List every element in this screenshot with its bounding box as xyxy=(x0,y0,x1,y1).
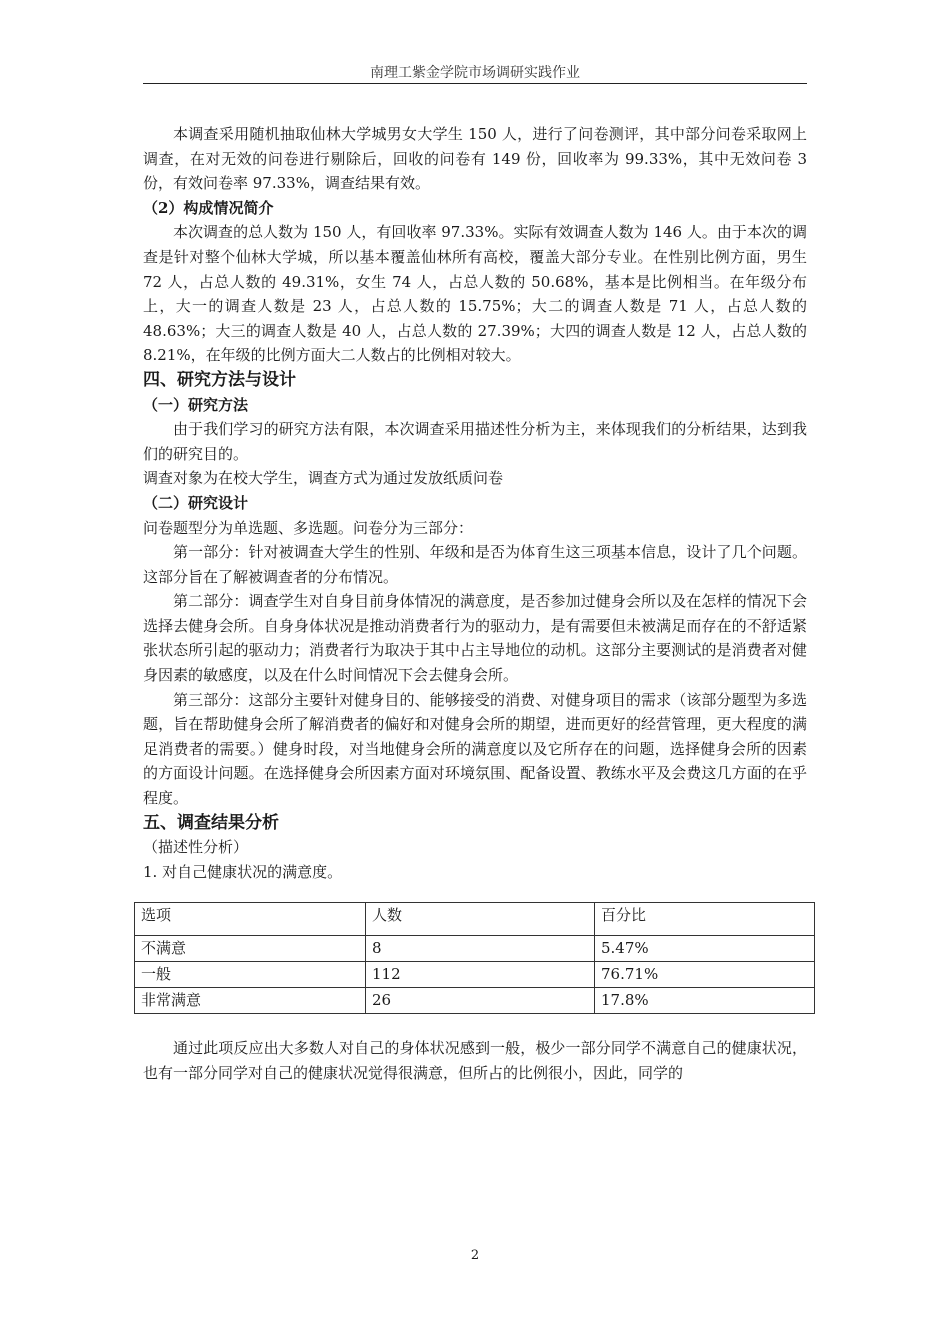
table-cell: 8 xyxy=(366,936,595,962)
table-header-cell: 人数 xyxy=(366,903,595,936)
section-title-results: 五、调查结果分析 xyxy=(143,812,279,833)
analysis-paragraph: 通过此项反应出大多数人对自己的身体状况感到一般，极少一部分同学不满意自己的健康状况，也有一部分同学对自己的健康状况觉得很满意，但所占的比例很小，因此，同学的 xyxy=(143,1039,807,1082)
question-1-title: 1. 对自己健康状况的满意度。 xyxy=(143,862,343,881)
document-body xyxy=(143,122,807,1086)
method-paragraph-1: 由于我们学习的研究方法有限，本次调查采用描述性分析为主，来体现我们的分析结果，达到我们的研究目的。 xyxy=(143,420,807,463)
header-rule xyxy=(143,83,807,84)
table-cell: 112 xyxy=(366,962,595,988)
section-title-methods: 四、研究方法与设计 xyxy=(143,369,296,390)
table-cell: 不满意 xyxy=(135,936,366,962)
design-paragraph-part3: 第三部分：这部分主要针对健身目的、能够接受的消费、对健身项目的需求（该部分题型为多选题，旨在帮助健身会所了解消费者的偏好和对健身会所的期望，进而更好的经营管理，更大程度的满足消费者的需要。）健身时段，对当地健身会所的满意度以及它所存在的问题，选择健身会所的因素的方面设计问题。在选择健身会所因素方面对环境氛围、配备设置、教练水平及会费这几方面的在乎程度。 xyxy=(143,690,807,808)
table-cell: 26 xyxy=(366,988,595,1014)
table-header-row xyxy=(135,903,815,936)
table-row xyxy=(135,936,815,962)
page-header: 南理工紫金学院市场调研实践作业 xyxy=(370,65,580,81)
intro-paragraph-2: 本次调查的总人数为 150 人，有回收率 97.33%。实际有效调查人数为 146 人。由于本次的调查是针对整个仙林大学城，所以基本覆盖仙林所有高校，覆盖大部分专业。在性别比例方面，男生 72 人，占总人数的 49.31%，女生 74 人，占总人数的 50.68%，基本是比例相当。在年级分布上，大一的调查人数是 23 人，占总人数的 15.75%；大二的调查人数是 71 人，占总人数的 48.63%；大三的调查人数是 40 人，占总人数的 27.39%；大四的调查人数是 12 人，占总人数的 8.21%，在年级的比例方面大二人数占的比例相对较大。 xyxy=(143,223,807,365)
table-cell: 76.71% xyxy=(595,962,815,988)
section-subtitle-results: （描述性分析） xyxy=(143,838,249,857)
design-paragraph-part1: 第一部分：针对被调查大学生的性别、年级和是否为体育生这三项基本信息，设计了几个问题。这部分旨在了解被调查者的分布情况。 xyxy=(143,543,807,586)
table-cell: 5.47% xyxy=(595,936,815,962)
subheading-design: （二）研究设计 xyxy=(143,493,249,512)
table-cell: 17.8% xyxy=(595,988,815,1014)
table-row xyxy=(135,988,815,1014)
table-header-cell: 选项 xyxy=(135,903,366,936)
satisfaction-table xyxy=(134,902,815,1014)
table-cell: 非常满意 xyxy=(135,988,366,1014)
intro-paragraph-1: 本调查采用随机抽取仙林大学城男女大学生 150 人，进行了问卷测评，其中部分问卷采取网上调查，在对无效的问卷进行剔除后，回收的问卷有 149 份，回收率为 99.33%，其中无效问卷 3 份，有效问卷率 97.33%，调查结果有效。 xyxy=(143,125,807,193)
subheading-composition: （2）构成情况简介 xyxy=(143,198,274,217)
design-paragraph-part2: 第二部分：调查学生对自身目前身体情况的满意度，是否参加过健身会所以及在怎样的情况下会选择去健身会所。自身身体状况是推动消费者行为的驱动力，是有需要但未被满足而存在的不舒适紧张状态所引起的驱动力；消费者行为取决于其中占主导地位的动机。这部分主要测试的是消费者对健身因素的敏感度，以及在什么时间情况下会去健身会所。 xyxy=(143,592,807,685)
table-header-cell: 百分比 xyxy=(595,903,815,936)
method-paragraph-2: 调查对象为在校大学生，调查方式为通过发放纸质问卷 xyxy=(143,469,504,488)
subheading-method: （一）研究方法 xyxy=(143,395,249,414)
table-cell: 一般 xyxy=(135,962,366,988)
design-paragraph-0: 问卷题型分为单选题、多选题。问卷分为三部分： xyxy=(143,518,474,537)
table-row xyxy=(135,962,815,988)
page-number: 2 xyxy=(470,1248,480,1263)
